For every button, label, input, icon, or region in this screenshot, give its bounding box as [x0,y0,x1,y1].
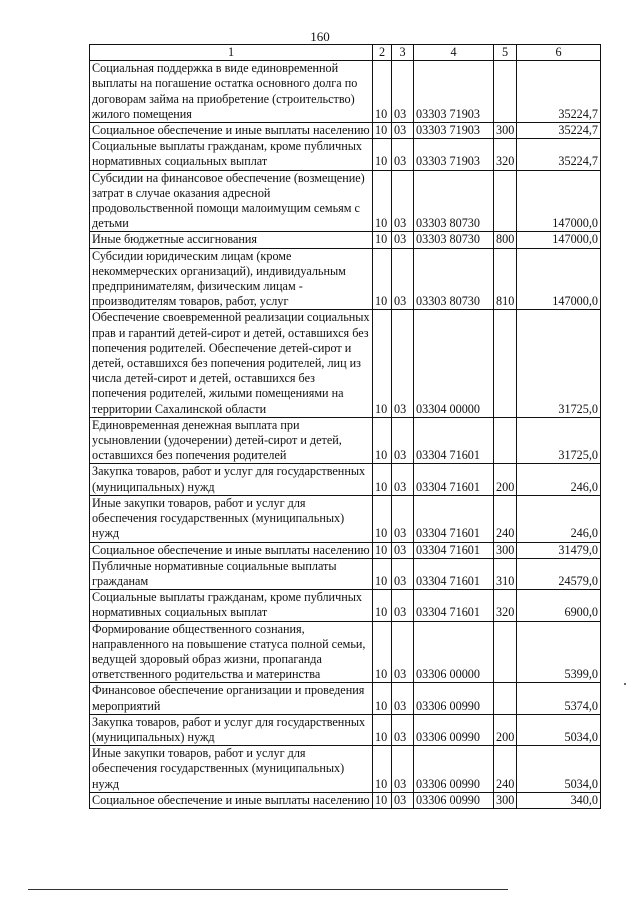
row-target-article: 03303 80730 [414,232,494,248]
row-subsection: 03 [392,464,414,495]
row-target-article: 03303 80730 [414,248,494,310]
row-amount: 246,0 [517,464,601,495]
row-amount: 31725,0 [517,310,601,417]
table-row [90,714,601,745]
column-header-4: 4 [414,45,494,61]
row-expense-type [494,683,517,714]
budget-table [89,44,601,809]
row-section: 10 [373,714,392,745]
row-section: 10 [373,495,392,542]
row-name: Социальные выплаты гражданам, кроме публичных нормативных социальных выплат [90,139,373,170]
row-target-article: 03306 00990 [414,714,494,745]
row-section: 10 [373,683,392,714]
row-expense-type: 800 [494,232,517,248]
row-subsection: 03 [392,590,414,621]
row-subsection: 03 [392,310,414,417]
column-header-5: 5 [494,45,517,61]
table-row [90,123,601,139]
row-amount: 5399,0 [517,621,601,683]
row-target-article: 03304 71601 [414,495,494,542]
row-target-article: 03303 80730 [414,170,494,232]
row-name: Финансовое обеспечение организации и проведения мероприятий [90,683,373,714]
row-section: 10 [373,417,392,464]
row-expense-type: 320 [494,590,517,621]
row-target-article: 03303 71903 [414,61,494,123]
row-subsection: 03 [392,170,414,232]
table-row [90,792,601,808]
row-name: Социальные выплаты гражданам, кроме публичных нормативных социальных выплат [90,590,373,621]
row-section: 10 [373,792,392,808]
row-section: 10 [373,232,392,248]
row-section: 10 [373,248,392,310]
row-expense-type [494,61,517,123]
table-row [90,61,601,123]
row-target-article: 03303 71903 [414,123,494,139]
row-subsection: 03 [392,61,414,123]
row-section: 10 [373,170,392,232]
row-subsection: 03 [392,714,414,745]
row-target-article: 03306 00990 [414,792,494,808]
row-name: Иные закупки товаров, работ и услуг для обеспечения государственных (муниципальных) нужд [90,746,373,793]
footer-rule [28,889,508,890]
table-row [90,232,601,248]
row-subsection: 03 [392,123,414,139]
row-name: Субсидии юридическим лицам (кроме некоммерческих организаций), индивидуальным предпринимателям, физическим лицам - производителям товаров, работ, услуг [90,248,373,310]
row-amount: 5374,0 [517,683,601,714]
row-name: Единовременная денежная выплата при усыновлении (удочерении) детей-сирот и детей, оставшихся без попечения родителей [90,417,373,464]
row-target-article: 03303 71903 [414,139,494,170]
row-expense-type: 810 [494,248,517,310]
row-expense-type: 300 [494,123,517,139]
column-header-1: 1 [90,45,373,61]
row-section: 10 [373,310,392,417]
row-expense-type: 200 [494,714,517,745]
column-number-row [90,45,601,61]
row-amount: 147000,0 [517,248,601,310]
row-expense-type: 320 [494,139,517,170]
row-target-article: 03304 71601 [414,464,494,495]
row-name: Социальное обеспечение и иные выплаты населению [90,542,373,558]
row-expense-type: 200 [494,464,517,495]
row-name: Социальная поддержка в виде единовременной выплаты на погашение остатка основного долга по договорам займа на приобретение (строительство) жилого помещения [90,61,373,123]
row-subsection: 03 [392,792,414,808]
row-amount: 35224,7 [517,139,601,170]
table-row [90,417,601,464]
row-amount: 35224,7 [517,61,601,123]
row-amount: 31479,0 [517,542,601,558]
row-section: 10 [373,621,392,683]
row-section: 10 [373,746,392,793]
table-row [90,683,601,714]
row-expense-type: 300 [494,792,517,808]
row-expense-type: 310 [494,558,517,589]
row-subsection: 03 [392,542,414,558]
table-body [90,61,601,809]
table-row [90,495,601,542]
row-amount: 147000,0 [517,170,601,232]
row-section: 10 [373,123,392,139]
row-name: Социальное обеспечение и иные выплаты населению [90,792,373,808]
row-target-article: 03306 00990 [414,683,494,714]
margin-mark [624,683,626,685]
row-target-article: 03304 71601 [414,542,494,558]
row-name: Обеспечение своевременной реализации социальных прав и гарантий детей-сирот и детей, оставшихся без попечения родителей. Обеспечение детей-сирот и детей, оставшихся без попечения родителей, лиц из числа детей-сирот и детей, оставшихся без попечения родителей, жилыми помещениями на территории Сахалинской области [90,310,373,417]
row-section: 10 [373,590,392,621]
row-target-article: 03306 00000 [414,621,494,683]
column-header-6: 6 [517,45,601,61]
row-section: 10 [373,558,392,589]
row-subsection: 03 [392,232,414,248]
row-expense-type: 300 [494,542,517,558]
table-row [90,542,601,558]
row-target-article: 03306 00990 [414,746,494,793]
table-row [90,310,601,417]
row-expense-type [494,310,517,417]
row-name: Иные закупки товаров, работ и услуг для обеспечения государственных (муниципальных) нужд [90,495,373,542]
row-name: Закупка товаров, работ и услуг для государственных (муниципальных) нужд [90,714,373,745]
row-name: Субсидии на финансовое обеспечение (возмещение) затрат в случае оказания адресной продовольственной помощи малоимущим семьям с детьми [90,170,373,232]
table-row [90,170,601,232]
row-expense-type [494,170,517,232]
row-name: Публичные нормативные социальные выплаты гражданам [90,558,373,589]
row-amount: 147000,0 [517,232,601,248]
table-row [90,139,601,170]
page-number: 160 [310,29,330,44]
row-section: 10 [373,61,392,123]
row-subsection: 03 [392,621,414,683]
row-expense-type [494,417,517,464]
row-subsection: 03 [392,683,414,714]
row-name: Иные бюджетные ассигнования [90,232,373,248]
row-amount: 246,0 [517,495,601,542]
row-target-article: 03304 71601 [414,590,494,621]
row-subsection: 03 [392,139,414,170]
row-subsection: 03 [392,495,414,542]
column-header-3: 3 [392,45,414,61]
row-target-article: 03304 00000 [414,310,494,417]
table-row [90,464,601,495]
column-header-2: 2 [373,45,392,61]
row-subsection: 03 [392,558,414,589]
row-target-article: 03304 71601 [414,558,494,589]
row-amount: 24579,0 [517,558,601,589]
row-subsection: 03 [392,248,414,310]
row-section: 10 [373,139,392,170]
row-target-article: 03304 71601 [414,417,494,464]
row-subsection: 03 [392,417,414,464]
row-section: 10 [373,542,392,558]
table-row [90,621,601,683]
row-amount: 35224,7 [517,123,601,139]
table-row [90,746,601,793]
row-subsection: 03 [392,746,414,793]
row-name: Социальное обеспечение и иные выплаты населению [90,123,373,139]
row-amount: 340,0 [517,792,601,808]
row-name: Закупка товаров, работ и услуг для государственных (муниципальных) нужд [90,464,373,495]
table-row [90,590,601,621]
table-row [90,558,601,589]
row-expense-type: 240 [494,495,517,542]
row-expense-type: 240 [494,746,517,793]
table-row [90,248,601,310]
row-section: 10 [373,464,392,495]
row-amount: 5034,0 [517,714,601,745]
row-name: Формирование общественного сознания, направленного на повышение статуса полной семьи, ведущей здоровый образ жизни, пропаганда ответственного родительства и материнства [90,621,373,683]
row-amount: 6900,0 [517,590,601,621]
row-expense-type [494,621,517,683]
row-amount: 31725,0 [517,417,601,464]
row-amount: 5034,0 [517,746,601,793]
